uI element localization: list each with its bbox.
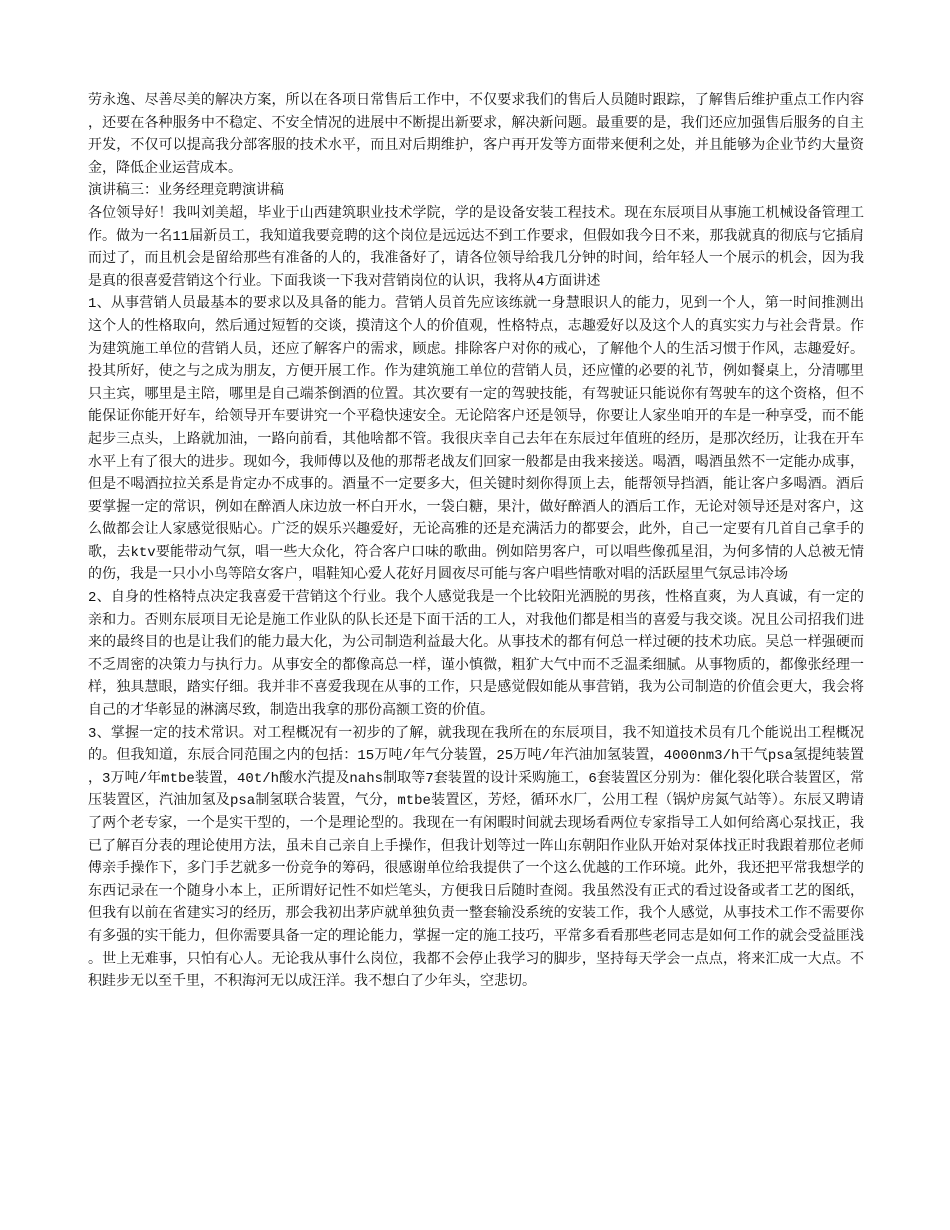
- paragraph-point-3: 3、掌握一定的技术常识。对工程概况有一初步的了解，就我现在我所在的东辰项目，我不知道技术员有几个能说出工程概况的。但我知道，东辰合同范围之内的包括：15万吨/年气分装置，25万吨/年汽油加氢装置，4000nm3/h干气psa氢提纯装置，3万吨/年mtbe装置，40t/h酸水汽提及nahs制取等7套装置的设计采购施工，6套装置区分别为：催化裂化联合装置区，常压装置区，汽油加氢及psa制氢联合装置，气分，mtbe装置区，芳烃，循环水厂，公用工程（锅炉房氮气站等）。东辰又聘请了两个老专家，一个是实干型的，一个是理论型的。我现在一有闲暇时间就去现场看两位专家指导工人如何给离心泵找正，我已了解百分表的理论使用方法，虽未自己亲自上手操作，但我计划等过一阵山东朝阳作业队开始对泵体找正时我跟着那位老师傅亲手操作下，多门手艺就多一份竞争的筹码，很感谢单位给我提供了一个这么优越的工作环境。此外，我还把平常我想学的东西记录在一个随身小本上，正所谓好记性不如烂笔头，方便我日后随时查阅。我虽然没有正式的看过设备或者工艺的图纸，但我有以前在省建实习的经历，那会我初出茅庐就单独负责一整套输没系统的安装工作，我个人感觉，从事技术工作不需要你有多强的实干能力，但你需要具备一定的理论能力，掌握一定的施工技巧，平常多看看那些老同志是如何工作的就会受益匪浅。世上无难事，只怕有心人。无论我从事什么岗位，我都不会停止我学习的脚步，坚持每天学会一点点，将来汇成一大点。不积跬步无以至千里，不积海河无以成汪洋。我不想白了少年头，空悲切。: [88, 725, 864, 991]
- document-body: [88, 90, 864, 994]
- paragraph-point-2: 2、自身的性格特点决定我喜爱干营销这个行业。我个人感觉我是一个比较阳光洒脱的男孩，性格直爽，为人真诚，有一定的亲和力。否则东辰项目无论是施工作业队的队长还是下面干活的工人，对我他们都是相当的喜爱与我交谈。况且公司招我们进来的最终目的也是让我们的能力最大化，为公司制造利益最大化。从事技术的都有何总一样过硬的技术功底。吴总一样强硬而不乏周密的决策力与执行力。从事安全的都像高总一样，谨小慎微，粗犷大气中而不乏温柔细腻。从事物质的，都像张经理一样，独具慧眼，踏实仔细。我并非不喜爱我现在从事的工作，只是感觉假如能从事营销，我为公司制造的价值会更大，我会将自己的才华彰显的淋漓尽致，制造出我拿的那份高额工资的价值。: [88, 590, 864, 720]
- paragraph-point-1: 1、从事营销人员最基本的要求以及具备的能力。营销人员首先应该练就一身慧眼识人的能力，见到一个人，第一时间推测出这个人的性格取向，然后通过短暂的交谈，摸清这个人的价值观，性格特点，志趣爱好以及这个人的真实实力与社会背景。作为建筑施工单位的营销人员，还应了解客户的需求，顾虑。排除客户对你的戒心，了解他个人的生活习惯于作风，志趣爱好。投其所好，使之与之成为朋友，方便开展工作。作为建筑施工单位的营销人员，还应懂的必要的礼节，例如餐桌上，分清哪里只主宾，哪里是主陪，哪里是自己端茶倒酒的位置。其次要有一定的驾驶技能，有驾驶证只能说你有驾驶车的这个资格，但不能保证你能开好车，给领导开车要讲究一个平稳快速安全。无论陪客户还是领导，你要让人家坐咱开的车是一种享受，而不能起步三点头，上路就加油，一路向前看，其他啥都不管。我很庆幸自己去年在东辰过年值班的经历，是那次经历，让我在开车水平上有了很大的进步。现如今，我师傅以及他的那帮老战友们回家一般都是由我来接送。喝酒，喝酒虽然不一定能办成事，但是不喝酒拉拉关系是肯定办不成事的。酒量不一定要多大，但关键时刻你得顶上去，能帮领导挡酒，能让客户多喝酒。酒后要掌握一定的常识，例如在醉酒人床边放一杯白开水，一袋白糖，果汁，做好醉酒人的酒后工作，无论对领导还是对客户，这么做都会让人家感觉很贴心。广泛的娱乐兴趣爱好，无论高雅的还是充满活力的都要会，此外，自己一定要有几首自己拿手的歌，去ktv要能带动气氛，唱一些大众化，符合客户口味的歌曲。例如陪男客户，可以唱些像孤星泪，为何多情的人总被无情的伤，我是一只小小鸟等陪女客户，唱鞋知心爱人花好月圆夜尽可能与客户唱些情歌对唱的活跃屋里气氛忌讳冷场: [88, 296, 864, 584]
- paragraph-intro-continuation: 劳永逸、尽善尽美的解决方案，所以在各项日常售后工作中，不仅要求我们的售后人员随时跟踪，了解售后维护重点工作内容，还要在各种服务中不稳定、不安全情况的进展中不断提出新要求，解决新问题。最重要的是，我们还应加强售后服务的自主开发，不仅可以提高我分部客服的技术水平，而且对后期维护，客户再开发等方面带来便利之处，并且能够为企业节约大量资金，降低企业运营成本。: [88, 93, 864, 177]
- speech-title: 演讲稿三：业务经理竞聘演讲稿: [88, 183, 284, 200]
- paragraph-greeting: 各位领导好！我叫刘美超，毕业于山西建筑职业技术学院，学的是设备安装工程技术。现在东辰项目从事施工机械设备管理工作。做为一名11届新员工，我知道我要竞聘的这个岗位是远远达不到工作要求，但假如我今日不来，那我就真的彻底与它插肩而过了，而且机会是留给那些有准备的人的，我准备好了，请各位领导给我几分钟的时间，给年轻人一个展示的机会，因为我是真的很喜爱营销这个行业。下面我谈一下我对营销岗位的认识，我将从4方面讲述: [88, 205, 864, 290]
